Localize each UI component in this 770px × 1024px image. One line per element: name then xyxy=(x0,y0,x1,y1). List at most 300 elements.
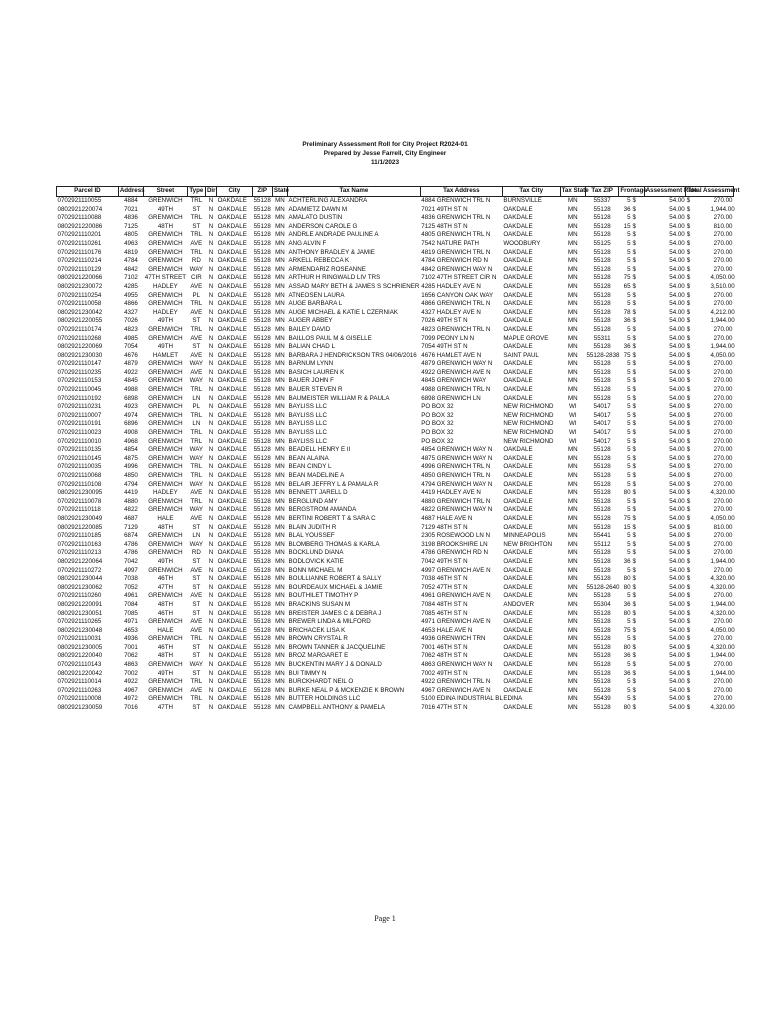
table-cell: TRL xyxy=(190,214,203,222)
table-cell: 54017 xyxy=(593,411,611,419)
table-cell: 810.00 xyxy=(713,523,733,531)
column-header: Tax ZIP xyxy=(585,187,618,197)
table-cell: 55128 xyxy=(253,472,271,479)
table-cell: OAKDALE xyxy=(503,643,533,651)
table-cell: OAKDALE xyxy=(217,472,247,479)
currency-symbol: $ xyxy=(632,446,636,454)
table-cell: 0702921110007 xyxy=(57,411,102,419)
table-cell: MN xyxy=(567,446,578,454)
table-cell: OAKDALE xyxy=(217,686,247,694)
table-cell: N xyxy=(208,239,214,247)
table-cell: 55128 xyxy=(253,669,271,677)
table-cell: GRENWICH xyxy=(148,661,183,669)
table-cell: 5 xyxy=(627,497,631,505)
table-cell: MN xyxy=(275,609,285,617)
table-cell: MN xyxy=(275,325,285,333)
table-cell: 55128 xyxy=(253,523,271,531)
table-cell: 5100 EDINA INDUSTRIAL BL xyxy=(421,695,503,703)
table-cell: 270.00 xyxy=(713,678,733,686)
currency-symbol: $ xyxy=(632,411,636,419)
table-row xyxy=(57,558,734,567)
table-cell: N xyxy=(208,523,214,531)
table-cell: MN xyxy=(567,368,578,376)
table-cell: 55128 xyxy=(253,549,271,557)
table-cell: 36 xyxy=(623,343,631,351)
table-cell: GRENWICH xyxy=(148,540,183,548)
table-row xyxy=(57,309,734,318)
table-cell: 4822 GRENWICH WAY N xyxy=(421,506,493,514)
table-cell: 4988 xyxy=(124,386,138,394)
table-cell: N xyxy=(208,549,214,557)
table-cell: 0702921110185 xyxy=(57,532,102,540)
table-cell: N xyxy=(208,609,214,617)
table-cell: 54.00 xyxy=(669,197,685,204)
table-cell: 0702921110035 xyxy=(57,463,102,471)
table-cell: 5 xyxy=(627,429,631,437)
table-cell: 54.00 xyxy=(669,300,685,308)
currency-symbol: $ xyxy=(632,429,636,437)
table-cell: N xyxy=(208,635,214,643)
table-cell: 54.00 xyxy=(669,411,685,419)
table-cell: OAKDALE xyxy=(503,626,533,634)
currency-symbol: $ xyxy=(686,394,691,402)
table-cell: MN xyxy=(275,197,285,204)
table-cell: N xyxy=(208,532,214,540)
table-cell: GRENWICH xyxy=(148,411,183,419)
table-cell: 270.00 xyxy=(713,403,733,411)
table-cell: OAKDALE xyxy=(503,566,533,574)
table-row xyxy=(57,352,734,361)
table-cell: 55128 xyxy=(253,575,271,583)
table-cell: N xyxy=(208,480,214,488)
table-cell: 55128-2838 xyxy=(586,351,620,359)
table-cell: BALIAN CHAD L xyxy=(288,343,335,351)
table-cell: 4842 GRENWICH WAY N xyxy=(421,265,493,273)
table-cell: 0802921220074 xyxy=(57,205,103,213)
currency-symbol: $ xyxy=(686,454,691,462)
currency-symbol: $ xyxy=(686,351,691,359)
currency-symbol: $ xyxy=(686,489,691,497)
table-cell: 55128 xyxy=(593,480,611,488)
table-cell: N xyxy=(208,197,214,204)
table-cell: N xyxy=(208,583,214,591)
table-cell: 7016 47TH ST N xyxy=(421,704,468,712)
table-cell: 4908 xyxy=(124,429,138,437)
table-cell: 0802921230062 xyxy=(57,583,103,591)
table-cell: OAKDALE xyxy=(503,661,533,669)
table-cell: BURKE NEAL P & MCKENZIE K BROWN xyxy=(288,686,405,694)
table-cell: 55128 xyxy=(593,497,611,505)
table-cell: MN xyxy=(567,360,578,368)
table-cell: 0702921110147 xyxy=(57,360,102,368)
table-cell: 0802921230059 xyxy=(57,704,103,712)
currency-symbol: $ xyxy=(686,403,691,411)
table-cell: MN xyxy=(567,635,578,643)
table-cell: 0702921110263 xyxy=(57,686,102,694)
table-cell: MN xyxy=(567,575,578,583)
table-cell: 55128 xyxy=(593,678,611,686)
table-cell: GRENWICH xyxy=(148,257,183,265)
table-cell: N xyxy=(208,618,214,626)
table-cell: ST xyxy=(192,222,201,230)
currency-symbol: $ xyxy=(686,575,691,583)
table-cell: 7038 xyxy=(124,575,138,583)
table-row xyxy=(57,360,734,369)
table-cell: 7542 NATURE PATH xyxy=(421,239,480,247)
table-cell: 4842 xyxy=(124,265,138,273)
table-cell: MN xyxy=(275,274,285,282)
table-cell: 7052 xyxy=(124,583,138,591)
table-cell: 55128 xyxy=(253,506,271,514)
table-cell: 0802921230051 xyxy=(57,609,103,617)
table-cell: N xyxy=(208,454,214,462)
table-cell: 4968 xyxy=(124,437,138,445)
table-cell: N xyxy=(208,420,214,428)
table-cell: MN xyxy=(567,678,578,686)
table-cell: OAKDALE xyxy=(217,583,247,591)
table-cell: PL xyxy=(192,291,201,299)
table-cell: 4,320.00 xyxy=(710,583,735,591)
currency-symbol: $ xyxy=(632,472,636,479)
table-cell: 80 xyxy=(623,583,631,591)
table-cell: 55128 xyxy=(593,575,611,583)
table-cell: 5 xyxy=(627,454,631,462)
table-cell: 48TH xyxy=(157,222,173,230)
table-cell: 80 xyxy=(623,575,631,583)
table-cell: 4997 xyxy=(124,566,138,574)
table-cell: 55128 xyxy=(593,231,611,239)
table-cell: N xyxy=(208,489,214,497)
table-cell: ANDOVER xyxy=(503,600,534,608)
table-cell: 55128 xyxy=(253,600,271,608)
table-cell: 54.00 xyxy=(669,626,685,634)
table-cell: MN xyxy=(567,626,578,634)
currency-symbol: $ xyxy=(632,205,636,213)
table-cell: N xyxy=(208,626,214,634)
table-cell: 55128 xyxy=(253,532,271,540)
table-cell: 7002 49TH ST N xyxy=(421,669,468,677)
table-cell: GRENWICH xyxy=(148,239,183,247)
table-cell: ANG ALVIN F xyxy=(288,239,327,247)
table-cell: 0702921110254 xyxy=(57,291,102,299)
currency-symbol: $ xyxy=(686,282,691,290)
table-cell: 55128 xyxy=(253,661,271,669)
currency-symbol: $ xyxy=(632,540,636,548)
table-cell: NEW RICHMOND xyxy=(503,411,554,419)
table-cell: 0702921110201 xyxy=(57,231,102,239)
table-cell: OAKDALE xyxy=(503,635,533,643)
table-cell: 55128 xyxy=(593,669,611,677)
table-cell: 0702921110014 xyxy=(57,678,102,686)
table-cell: 55128 xyxy=(253,557,271,565)
table-cell: BROWN CRYSTAL R xyxy=(288,635,348,643)
table-row xyxy=(57,386,734,395)
table-cell: 54.00 xyxy=(669,282,685,290)
table-cell: MN xyxy=(275,368,285,376)
table-cell: 54.00 xyxy=(669,618,685,626)
table-cell: N xyxy=(208,566,214,574)
table-cell: 270.00 xyxy=(713,300,733,308)
currency-symbol: $ xyxy=(632,626,636,634)
table-cell: 0802921220086 xyxy=(57,222,103,230)
table-cell: OAKDALE xyxy=(217,222,247,230)
currency-symbol: $ xyxy=(632,686,636,694)
table-row xyxy=(57,532,734,541)
table-cell: 270.00 xyxy=(713,532,733,540)
column-header: Tax Address xyxy=(420,187,502,197)
table-cell: ASSAD MARY BETH & JAMES S SCHRIENER xyxy=(288,282,420,290)
table-cell: TRL xyxy=(190,678,203,686)
table-cell: MN xyxy=(567,205,578,213)
table-cell: MN xyxy=(567,257,578,265)
table-cell: 55128 xyxy=(253,300,271,308)
table-cell: 55128 xyxy=(593,661,611,669)
table-cell: 54.00 xyxy=(669,540,685,548)
table-cell: 54017 xyxy=(593,437,611,445)
table-cell: 36 xyxy=(623,600,631,608)
currency-symbol: $ xyxy=(632,282,636,290)
table-cell: OAKDALE xyxy=(217,411,247,419)
table-cell: 55128 xyxy=(593,618,611,626)
currency-symbol: $ xyxy=(686,239,691,247)
table-cell: MN xyxy=(567,300,578,308)
table-cell: GRENWICH xyxy=(148,549,183,557)
table-cell: N xyxy=(208,368,214,376)
table-cell: 36 xyxy=(623,557,631,565)
table-cell: OAKDALE xyxy=(503,557,533,565)
table-cell: 0702921110268 xyxy=(57,334,102,342)
table-cell: 54.00 xyxy=(669,506,685,514)
table-cell: BAUMEISTER WILLIAM R & PAULA xyxy=(288,394,390,402)
table-cell: RD xyxy=(191,257,201,265)
table-cell: MN xyxy=(275,437,285,445)
table-cell: 54.00 xyxy=(669,463,685,471)
currency-symbol: $ xyxy=(686,222,691,230)
table-cell: OAKDALE xyxy=(217,446,247,454)
currency-symbol: $ xyxy=(632,635,636,643)
table-cell: BAYLISS LLC xyxy=(288,403,327,411)
table-cell: GRENWICH xyxy=(148,480,183,488)
table-cell: 0702921110153 xyxy=(57,377,102,385)
table-cell: OAKDALE xyxy=(503,480,533,488)
table-cell: 0802921230042 xyxy=(57,308,103,316)
table-cell: GRENWICH xyxy=(148,368,183,376)
table-cell: BEAN MADELINE A xyxy=(288,472,345,479)
column-header: Total Assessment xyxy=(686,187,734,197)
table-cell: WI xyxy=(568,420,577,428)
table-cell: 270.00 xyxy=(713,695,733,703)
currency-symbol: $ xyxy=(686,300,691,308)
table-cell: MN xyxy=(567,686,578,694)
currency-symbol: $ xyxy=(686,549,691,557)
table-cell: MN xyxy=(275,205,285,213)
table-cell: N xyxy=(208,592,214,600)
table-cell: 7002 xyxy=(124,669,138,677)
column-header: Tax City xyxy=(502,187,560,197)
table-cell: MN xyxy=(275,661,285,669)
table-cell: 270.00 xyxy=(713,214,733,222)
table-cell: OAKDALE xyxy=(217,523,247,531)
currency-symbol: $ xyxy=(686,334,691,342)
table-cell: OAKDALE xyxy=(503,265,533,273)
table-cell: 4819 GRENWICH TRL N xyxy=(421,248,491,256)
table-cell: N xyxy=(208,661,214,669)
currency-symbol: $ xyxy=(686,463,691,471)
table-row xyxy=(57,695,734,704)
table-cell: 55128 xyxy=(253,454,271,462)
currency-symbol: $ xyxy=(632,695,636,703)
table-cell: 1656 CANYON OAK WAY xyxy=(421,291,494,299)
table-cell: 4327 HADLEY AVE N xyxy=(421,308,481,316)
table-cell: 270.00 xyxy=(713,497,733,505)
table-cell: GRENWICH xyxy=(148,506,183,514)
table-cell: 0802921230095 xyxy=(57,489,103,497)
column-header: Assessment Rate xyxy=(644,187,686,197)
table-cell: 54.00 xyxy=(669,609,685,617)
table-cell: MN xyxy=(567,652,578,660)
table-cell: 55128 xyxy=(593,557,611,565)
table-cell: BERGSTROM AMANDA xyxy=(288,506,357,514)
table-cell: ST xyxy=(192,643,201,651)
table-cell: 55128 xyxy=(253,394,271,402)
table-cell: GRENWICH xyxy=(148,497,183,505)
table-cell: MN xyxy=(275,583,285,591)
table-row xyxy=(57,575,734,584)
table-cell: ST xyxy=(192,600,201,608)
table-cell: 7125 xyxy=(124,222,138,230)
table-cell: WAY xyxy=(189,360,204,368)
table-cell: 55128 xyxy=(253,205,271,213)
page-number: Page 1 xyxy=(374,914,396,923)
table-cell: 54.00 xyxy=(669,248,685,256)
table-cell: 4971 xyxy=(124,618,138,626)
table-cell: 54.00 xyxy=(669,480,685,488)
table-cell: 4836 xyxy=(124,214,138,222)
table-row xyxy=(57,369,734,378)
table-cell: 4419 HADLEY AVE N xyxy=(421,489,481,497)
table-cell: AVE xyxy=(190,308,203,316)
currency-symbol: $ xyxy=(632,360,636,368)
table-row xyxy=(57,627,734,636)
table-cell: OAKDALE xyxy=(217,626,247,634)
table-cell: OAKDALE xyxy=(217,239,247,247)
table-cell: 7054 49TH ST N xyxy=(421,343,468,351)
currency-symbol: $ xyxy=(632,454,636,462)
table-cell: 55128 xyxy=(253,704,271,712)
table-cell: 0702921110135 xyxy=(57,446,102,454)
table-cell: 4419 xyxy=(124,489,138,497)
table-cell: ST xyxy=(192,523,201,531)
table-cell: 54.00 xyxy=(669,583,685,591)
table-cell: 55128 xyxy=(593,282,611,290)
table-cell: OAKDALE xyxy=(503,704,533,712)
table-cell: 4884 xyxy=(124,197,138,204)
table-cell: MN xyxy=(567,489,578,497)
table-cell: 1,944.00 xyxy=(710,205,735,213)
table-cell: 4936 GRENWICH TRN xyxy=(421,635,486,643)
table-row xyxy=(57,541,734,550)
table-cell: 6898 GRENWICH LN xyxy=(421,394,481,402)
table-cell: 4687 xyxy=(124,514,138,522)
table-cell: 1,944.00 xyxy=(710,600,735,608)
table-cell: 54.00 xyxy=(669,523,685,531)
table-cell: N xyxy=(208,386,214,394)
table-cell: 54.00 xyxy=(669,343,685,351)
table-cell: N xyxy=(208,317,214,325)
currency-symbol: $ xyxy=(686,600,691,608)
table-cell: 4880 xyxy=(124,497,138,505)
report-date: 11/1/2023 xyxy=(370,159,400,166)
table-cell: N xyxy=(208,472,214,479)
table-cell: 54.00 xyxy=(669,472,685,479)
table-cell: NEW RICHMOND xyxy=(503,429,554,437)
table-cell: 0802921220085 xyxy=(57,523,103,531)
table-cell: OAKDALE xyxy=(503,506,533,514)
table-cell: 1,944.00 xyxy=(710,669,735,677)
table-cell: 4,320.00 xyxy=(710,489,735,497)
table-cell: 54.00 xyxy=(669,325,685,333)
table-cell: GRENWICH xyxy=(148,532,183,540)
table-cell: 270.00 xyxy=(713,257,733,265)
table-cell: GRENWICH xyxy=(148,437,183,445)
table-cell: OAKDALE xyxy=(217,704,247,712)
table-cell: 4879 GRENWICH WAY N xyxy=(421,360,493,368)
currency-symbol: $ xyxy=(632,351,636,359)
table-cell: 55128 xyxy=(253,351,271,359)
table-cell: 4845 xyxy=(124,377,138,385)
table-cell: 4819 xyxy=(124,248,138,256)
table-cell: MN xyxy=(275,480,285,488)
table-cell: 7026 49TH ST N xyxy=(421,317,468,325)
table-row xyxy=(57,429,734,438)
table-row xyxy=(57,498,734,507)
table-cell: MN xyxy=(275,386,285,394)
table-cell: OAKDALE xyxy=(503,300,533,308)
table-cell: OAKDALE xyxy=(503,472,533,479)
table-cell: OAKDALE xyxy=(217,351,247,359)
table-cell: AVE xyxy=(190,686,203,694)
table-cell: 0702921110129 xyxy=(57,265,102,273)
table-cell: 7102 xyxy=(124,274,138,282)
table-cell: 54.00 xyxy=(669,643,685,651)
currency-symbol: $ xyxy=(632,420,636,428)
table-cell: 0702921110261 xyxy=(57,239,102,247)
table-cell: LN xyxy=(192,532,201,540)
table-cell: MN xyxy=(275,626,285,634)
table-cell: MN xyxy=(275,411,285,419)
table-cell: TRL xyxy=(190,437,203,445)
table-cell: 55128 xyxy=(593,377,611,385)
table-cell: BENNETT JARELL D xyxy=(288,489,348,497)
table-cell: ST xyxy=(192,343,201,351)
table-cell: 55128 xyxy=(593,609,611,617)
table-cell: 5 xyxy=(627,231,631,239)
table-cell: 0702921110143 xyxy=(57,661,102,669)
table-cell: OAKDALE xyxy=(503,325,533,333)
table-cell: 55128 xyxy=(253,274,271,282)
table-row xyxy=(57,481,734,490)
table-cell: 55128 xyxy=(253,214,271,222)
table-cell: MN xyxy=(567,334,578,342)
table-cell: 4784 xyxy=(124,257,138,265)
table-cell: OAKDALE xyxy=(217,463,247,471)
table-cell: 7099 PEONY LN N xyxy=(421,334,475,342)
table-cell: OAKDALE xyxy=(503,394,533,402)
table-cell: 4,050.00 xyxy=(710,514,735,522)
table-cell: OAKDALE xyxy=(217,600,247,608)
table-cell: GRENWICH xyxy=(148,566,183,574)
table-cell: BLOMBERG THOMAS & KARLA xyxy=(288,540,380,548)
